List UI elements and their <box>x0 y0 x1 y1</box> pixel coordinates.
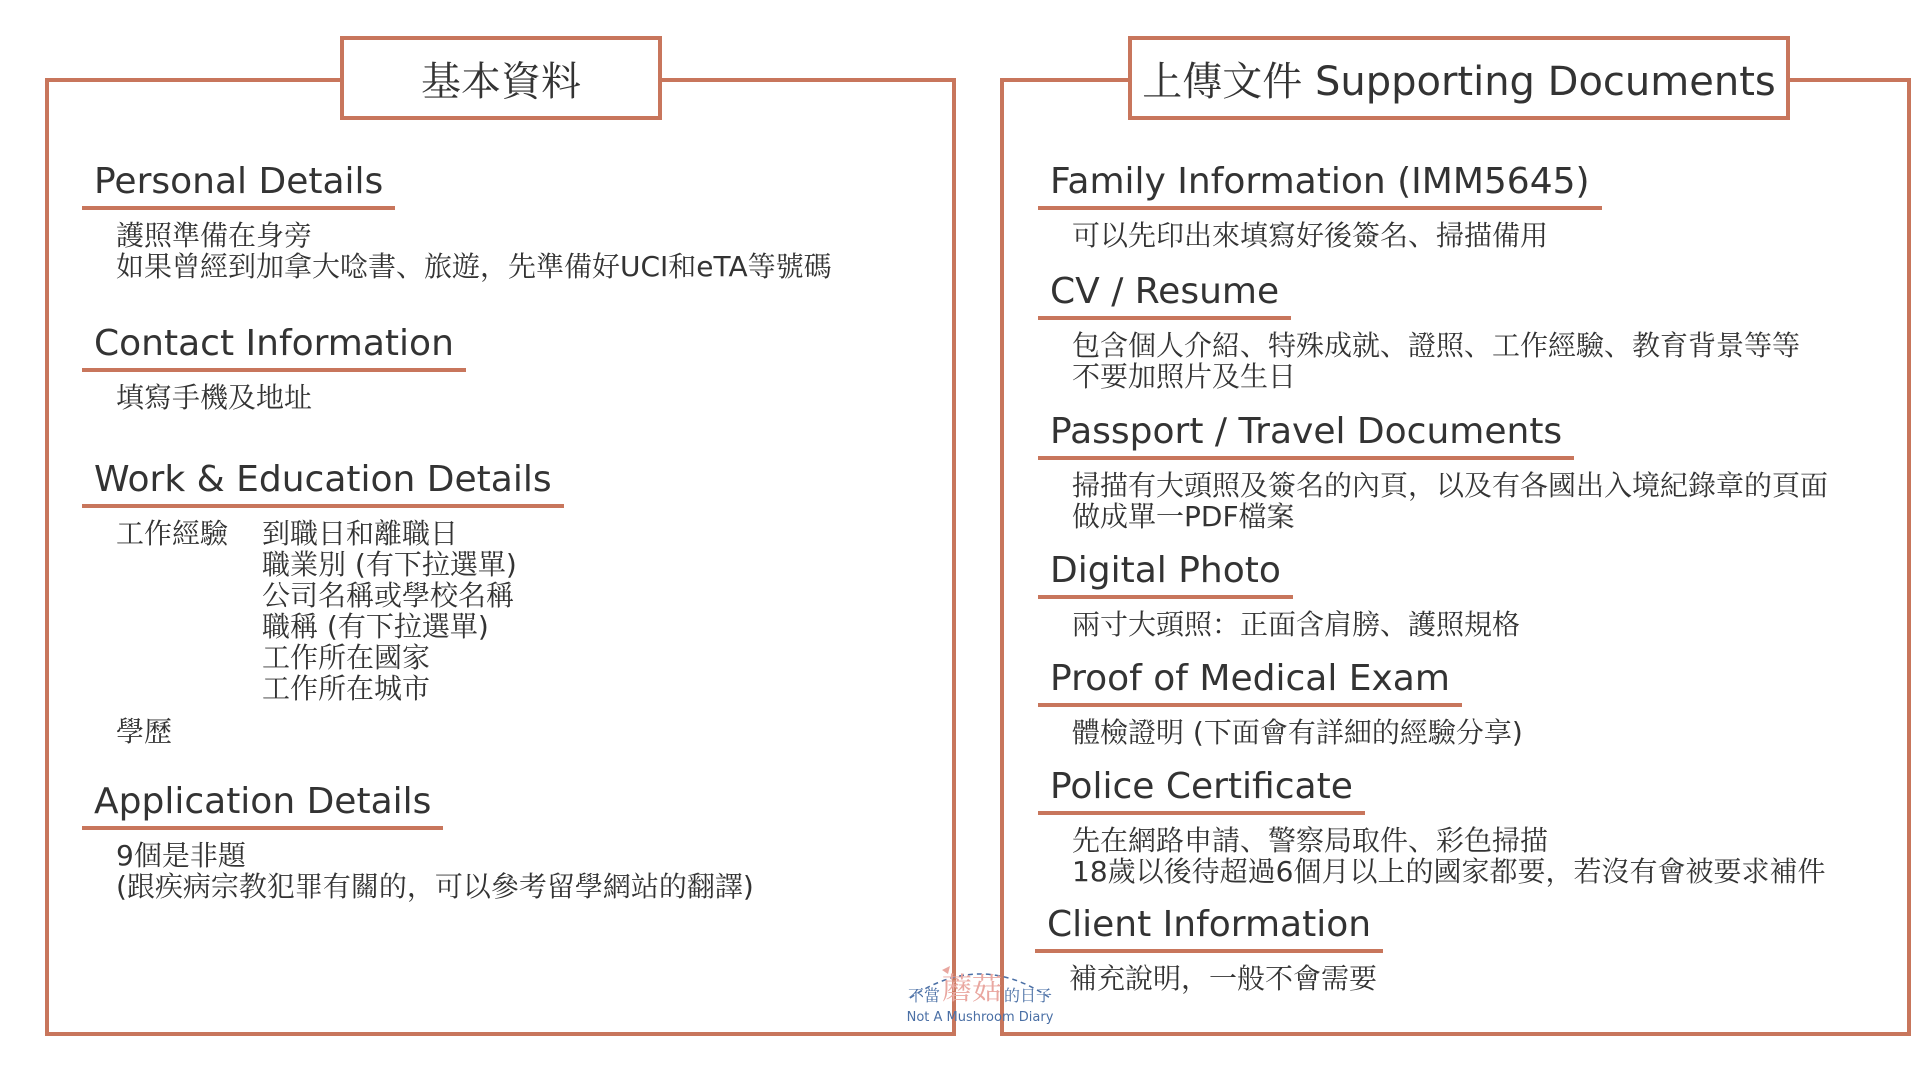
watermark-big: 蘑菇 <box>942 972 1002 1007</box>
work-item: 到職日和離職日 <box>262 517 459 550</box>
work-education-section <box>82 458 564 747</box>
client-information-section <box>1035 903 1383 994</box>
text-line: 補充說明，一般不會需要 <box>1069 962 1378 995</box>
digital-photo-heading: Digital Photo <box>1038 549 1293 599</box>
watermark-logo <box>900 960 1060 1030</box>
digital-photo-section <box>1038 549 1520 640</box>
watermark-prefix: 不當 <box>907 986 940 1005</box>
family-information-text <box>1038 220 1602 251</box>
client-information-text <box>1035 963 1383 994</box>
personal-details-text <box>82 220 832 282</box>
watermark-subtitle: Not A Mushroom Diary <box>906 1010 1054 1025</box>
cv-resume-section <box>1038 270 1800 392</box>
family-information-heading: Family Information (IMM5645) <box>1038 160 1602 210</box>
police-certificate-heading: Police Certificate <box>1038 765 1365 815</box>
text-line: 不要加照片及生日 <box>1072 360 1297 393</box>
work-experience-label: 工作經驗 <box>116 517 229 550</box>
text-line: 體檢證明 (下面會有詳細的經驗分享) <box>1072 716 1523 749</box>
text-line: 18歲以後待超過6個月以上的國家都要，若沒有會被要求補件 <box>1072 855 1826 888</box>
text-line: 掃描有大頭照及簽名的內頁，以及有各國出入境紀錄章的頁面 <box>1072 469 1829 502</box>
client-information-heading: Client Information <box>1035 903 1383 953</box>
text-line: 9個是非題 <box>116 839 246 872</box>
work-item: 工作所在國家 <box>262 641 431 674</box>
basic-info-title-text: 基本資料 <box>421 58 581 105</box>
work-experience-block <box>82 518 564 704</box>
text-line: 包含個人介紹、特殊成就、證照、工作經驗、教育背景等等 <box>1072 329 1801 362</box>
personal-details-heading: Personal Details <box>82 160 395 210</box>
text-line: 做成單一PDF檔案 <box>1072 500 1295 533</box>
watermark-suffix: 的日子 <box>1004 986 1053 1005</box>
work-item: 工作所在城市 <box>262 672 431 705</box>
medical-exam-heading: Proof of Medical Exam <box>1038 657 1462 707</box>
watermark-title <box>900 974 1060 1006</box>
application-details-section <box>82 780 754 902</box>
text-line: 護照準備在身旁 <box>116 219 313 252</box>
medical-exam-section <box>1038 657 1523 748</box>
passport-text <box>1038 470 1828 532</box>
work-item: 職稱 (有下拉選單) <box>262 610 489 643</box>
cv-resume-text <box>1038 330 1800 392</box>
supporting-documents-title <box>1128 36 1790 120</box>
work-experience-items <box>262 518 564 704</box>
personal-details-section <box>82 160 832 282</box>
text-line: (跟疾病宗教犯罪有關的，可以參考留學網站的翻譯) <box>116 870 754 903</box>
police-certificate-section <box>1038 765 1825 887</box>
contact-information-section <box>82 322 466 413</box>
work-item: 職業別 (有下拉選單) <box>262 548 517 581</box>
basic-info-title <box>340 36 662 120</box>
passport-section <box>1038 410 1828 532</box>
application-details-text <box>82 840 754 902</box>
text-line: 如果曾經到加拿大唸書、旅遊，先準備好UCI和eTA等號碼 <box>116 250 832 283</box>
text-line: 兩寸大頭照：正面含肩膀、護照規格 <box>1072 608 1521 641</box>
passport-heading: Passport / Travel Documents <box>1038 410 1574 460</box>
contact-information-heading: Contact Information <box>82 322 466 372</box>
police-certificate-text <box>1038 825 1825 887</box>
supporting-documents-title-text: 上傳文件 Supporting Documents <box>1142 58 1776 105</box>
work-education-heading: Work & Education Details <box>82 458 564 508</box>
contact-information-text <box>82 382 466 413</box>
text-line: 填寫手機及地址 <box>116 381 313 414</box>
digital-photo-text <box>1038 609 1520 640</box>
cv-resume-heading: CV / Resume <box>1038 270 1291 320</box>
work-item: 公司名稱或學校名稱 <box>262 579 515 612</box>
family-information-section <box>1038 160 1602 251</box>
medical-exam-text <box>1038 717 1523 748</box>
text-line: 先在網路申請、警察局取件、彩色掃描 <box>1072 824 1549 857</box>
application-details-heading: Application Details <box>82 780 443 830</box>
text-line: 可以先印出來填寫好後簽名、掃描備用 <box>1072 219 1549 252</box>
education-label: 學歷 <box>116 715 173 748</box>
